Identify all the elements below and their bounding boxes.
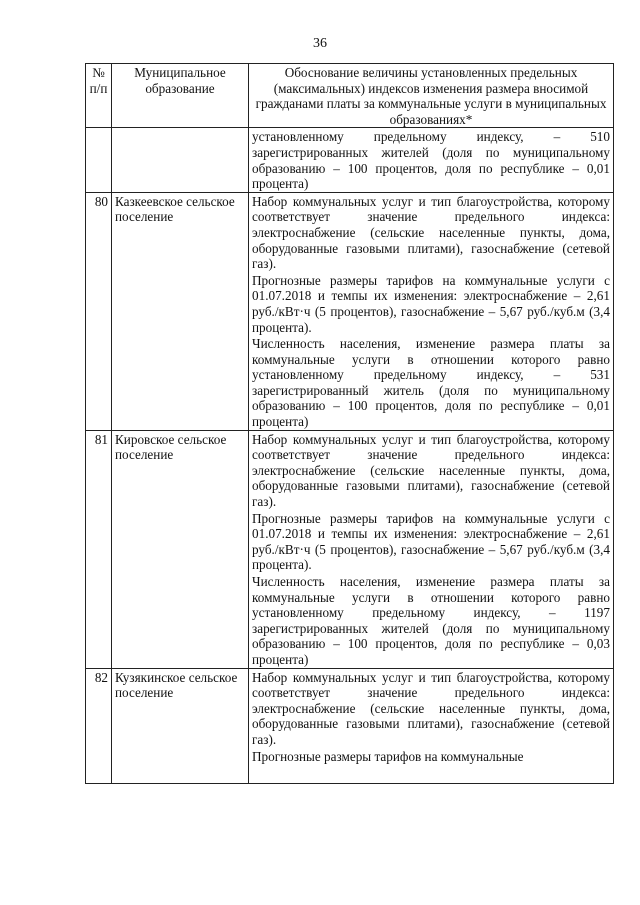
tariffs-paragraph: Прогнозные размеры тарифов на коммунальные — [252, 748, 524, 764]
row-justification — [249, 128, 614, 192]
tariffs-paragraph: Прогнозные размеры тарифов на коммунальные услуги с 01.07.2018 и темпы их изменения: электроснабжение – 2,61 руб./кВт·ч (5 процентов), газоснабжение – 5,67 руб./куб.м (3,4 процента). — [252, 272, 610, 335]
table-row-82 — [86, 668, 614, 783]
table-row-81 — [86, 430, 614, 668]
services-paragraph: Набор коммунальных услуг и тип благоустройства, которому соответствует значение предельного индекса: электроснабжение (сельские населенные пункты, дома, оборудованные газовыми плитами), газоснабжение (сетевой газ). — [252, 669, 610, 747]
row-number: 81 — [86, 430, 112, 668]
services-paragraph: Набор коммунальных услуг и тип благоустройства, которому соответствует значение предельного индекса: электроснабжение (сельские населенные пункты, дома, оборудованные газовыми плитами), газоснабжение (сетевой газ). — [252, 193, 610, 272]
row-justification — [249, 192, 614, 430]
row-number: 80 — [86, 192, 112, 430]
header-justification: Обоснование величины установленных предельных (максимальных) индексов изменения размера вносимой гражданами платы за коммунальные услуги в муниципальных образованиях* — [249, 64, 614, 128]
header-number: № п/п — [86, 64, 112, 128]
row-justification — [249, 430, 614, 668]
row-number: 82 — [86, 668, 112, 783]
row-justification — [249, 668, 614, 783]
justification-paragraph: установленному предельному индексу, – 510 зарегистрированных жителей (доля по муниципальному образованию – 100 процентов, доля по республике – 0,01 процента) — [252, 129, 610, 192]
page-number: 36 — [313, 36, 327, 51]
header-municipality: Муниципальное образование — [112, 64, 249, 128]
table-row-continuation — [86, 128, 614, 192]
population-paragraph: Численность населения, изменение размера платы за коммунальные услуги в отношении которого равно установленному предельному индексу, – 531 зарегистрированный житель (доля по муниципальному образованию – 100 процентов, доля по республике – 0,01 процента) — [252, 336, 610, 430]
row-municipality: Кузякинское сельское поселение — [112, 668, 249, 783]
row-municipality: Кировское сельское поселение — [112, 430, 249, 668]
table-header-row — [86, 64, 614, 128]
justification-table — [85, 63, 614, 784]
row-municipality: Казкеевское сельское поселение — [112, 192, 249, 430]
tariffs-paragraph: Прогнозные размеры тарифов на коммунальные услуги с 01.07.2018 и темпы их изменения: электроснабжение – 2,61 руб./кВт·ч (5 процентов), газоснабжение – 5,67 руб./куб.м (3,4 процента). — [252, 510, 610, 573]
population-paragraph: Численность населения, изменение размера платы за коммунальные услуги в отношении которого равно установленному предельному индексу, – 1197 зарегистрированных жителей (доля по муниципальному образованию – 100 процентов, доля по республике – 0,03 процента) — [252, 574, 610, 667]
table-row-80 — [86, 192, 614, 430]
row-number — [86, 128, 112, 192]
row-municipality — [112, 128, 249, 192]
services-paragraph: Набор коммунальных услуг и тип благоустройства, которому соответствует значение предельного индекса: электроснабжение (сельские населенные пункты, дома, оборудованные газовыми плитами), газоснабжение (сетевой газ). — [252, 431, 610, 510]
